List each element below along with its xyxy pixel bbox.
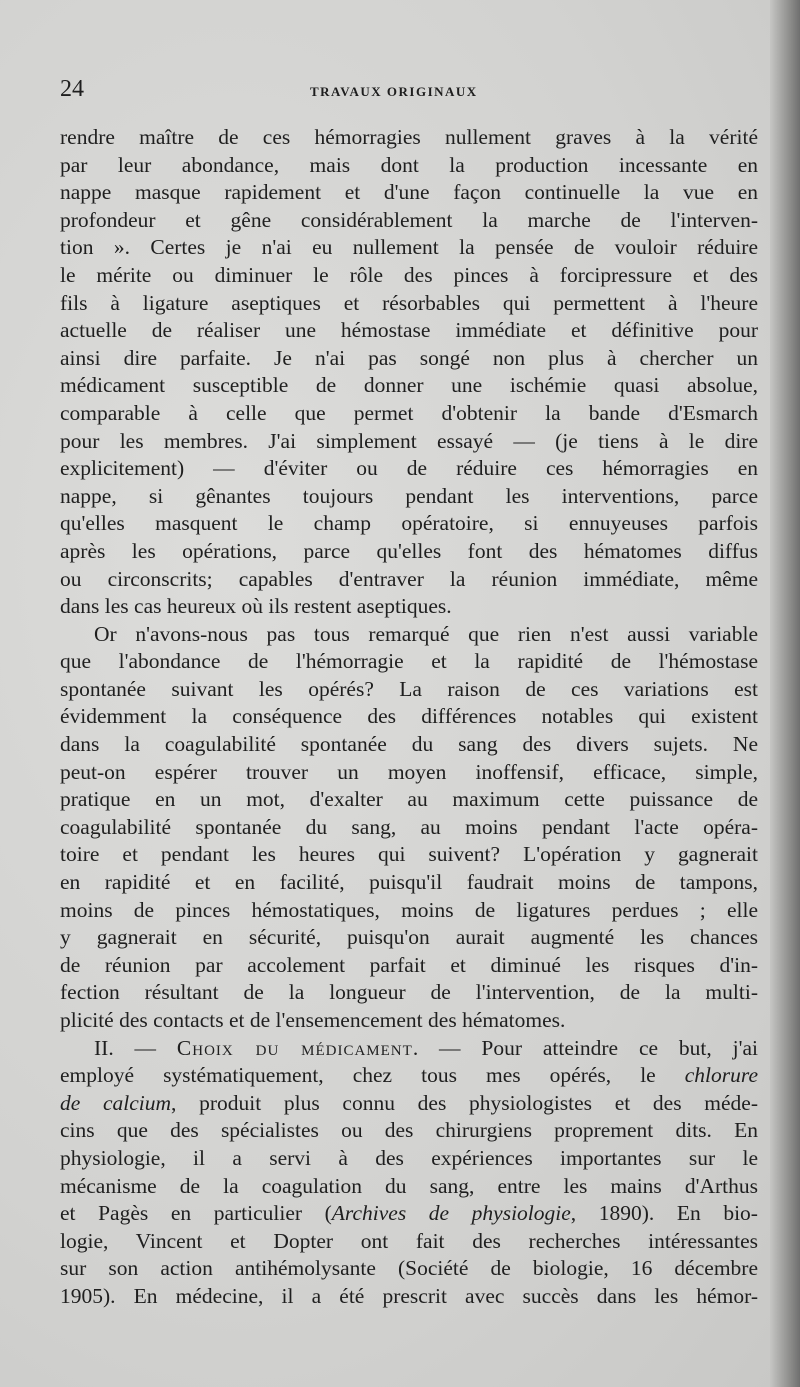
text-line: fection résultant de la longueur de l'intervention, de la multi- <box>60 980 758 1005</box>
running-head: TRAVAUX ORIGINAUX <box>310 84 478 99</box>
text-line: fils à ligature aseptiques et résorbables qui permettent à l'heure <box>60 290 758 315</box>
text-line: rendre maître de ces hémorragies nullement graves à la vérité <box>60 125 758 149</box>
italic-term: chlorure <box>684 1063 758 1088</box>
text-line: après les opérations, parce qu'elles font des hématomes diffus <box>60 538 758 563</box>
text-line: mécanisme de la coagulation du sang, entre les mains d'Arthus <box>60 1173 758 1198</box>
text-line: spontanée suivant les opérés? La raison de ces variations est <box>60 676 758 701</box>
text-line: en rapidité et en facilité, puisqu'il faudrait moins de tampons, <box>60 870 758 895</box>
journal-title: Archives de physiologie <box>331 1201 571 1226</box>
text-line: y gagnerait en sécurité, puisqu'on aurait augmenté les chances <box>60 925 758 950</box>
page-edge-shadow <box>770 0 800 1387</box>
text-line: le mérite ou diminuer le rôle des pinces à forcipressure et des <box>60 262 758 287</box>
text-span: , produit plus connu des physiologistes et des méde- <box>171 1090 758 1115</box>
text-line: logie, Vincent et Dopter ont fait des recherches intéressantes <box>60 1228 758 1253</box>
text-line: explicitement) — d'éviter ou de réduire ces hémorragies en <box>60 456 758 481</box>
text-line: dans la coagulabilité spontanée du sang des divers sujets. Ne <box>60 732 758 757</box>
italic-term: de calcium <box>60 1090 172 1115</box>
page-header <box>60 76 760 106</box>
text-line: par leur abondance, mais dont la production incessante en <box>60 152 758 177</box>
text-line: sur son action antihémolysante (Société de biologie, 16 décembre <box>60 1256 758 1281</box>
text-line: nappe masque rapidement et d'une façon continuelle la vue en <box>60 180 758 205</box>
text-line: pratique en un mot, d'exalter au maximum cette puissance de <box>60 787 758 812</box>
text-line <box>60 1090 758 1118</box>
text-line: 1905). En médecine, il a été prescrit avec succès dans les hémor- <box>60 1283 758 1308</box>
text-line: nappe, si gênantes toujours pendant les interventions, parce <box>60 483 758 508</box>
text-line: comparable à celle que permet d'obtenir la bande d'Esmarch <box>60 400 758 425</box>
page-number: 24 <box>60 76 84 102</box>
text-line: médicament susceptible de donner une ischémie quasi absolue, <box>60 373 758 398</box>
text-line: physiologie, il a servi à des expériences importantes sur le <box>60 1145 758 1170</box>
paragraph-2 <box>60 621 758 1035</box>
text-line: pour les membres. J'ai simplement essayé — (je tiens à le dire <box>60 428 758 453</box>
section-title: Choix du médicament <box>176 1035 413 1060</box>
paragraph-3 <box>60 1035 758 1311</box>
text-line: actuelle de réaliser une hémostase immédiate et définitive pour <box>60 318 758 343</box>
text-span: . — Pour atteindre ce but, j'ai <box>412 1035 758 1060</box>
text-line: qu'elles masquent le champ opératoire, si ennuyeuses parfois <box>60 511 758 536</box>
paragraph-1 <box>60 124 758 621</box>
text-line: moins de pinces hémostatiques, moins de ligatures perdues ; elle <box>60 897 758 922</box>
text-line: profondeur et gêne considérablement la marche de l'interven- <box>60 207 758 232</box>
text-line <box>60 1200 758 1228</box>
text-line: dans les cas heureux où ils restent aseptiques. <box>60 594 452 619</box>
text-line: toire et pendant les heures qui suivent? L'opération y gagnerait <box>60 842 758 867</box>
text-span: , 1890). En bio- <box>570 1201 758 1226</box>
text-line: que l'abondance de l'hémorragie et la rapidité de l'hémostase <box>60 649 758 674</box>
text-line: ainsi dire parfaite. Je n'ai pas songé non plus à chercher un <box>60 345 758 370</box>
text-span: et Pagès en particulier ( <box>60 1201 332 1226</box>
text-span: employé systématiquement, chez tous mes opérés, le <box>60 1063 685 1088</box>
body-text <box>60 124 758 1311</box>
text-line <box>60 1062 758 1090</box>
text-line: cins que des spécialistes ou des chirurgiens proprement dits. En <box>60 1118 758 1143</box>
text-line: ou circonscrits; capables d'entraver la réunion immédiate, même <box>60 566 758 591</box>
text-line: de réunion par accolement parfait et diminué les risques d'in- <box>60 952 758 977</box>
text-line: coagulabilité spontanée du sang, au moins pendant l'acte opéra- <box>60 814 758 839</box>
text-line: évidemment la conséquence des différences notables qui existent <box>60 704 758 729</box>
section-heading-line <box>60 1035 758 1063</box>
text-line: Or n'avons-nous pas tous remarqué que rien n'est aussi variable <box>94 621 758 646</box>
text-line: tion ». Certes je n'ai eu nullement la pensée de vouloir réduire <box>60 235 758 260</box>
text-line: plicité des contacts et de l'ensemencement des hématomes. <box>60 1008 566 1032</box>
section-number: II. — <box>94 1035 177 1060</box>
text-line: peut-on espérer trouver un moyen inoffensif, efficace, simple, <box>60 759 758 784</box>
